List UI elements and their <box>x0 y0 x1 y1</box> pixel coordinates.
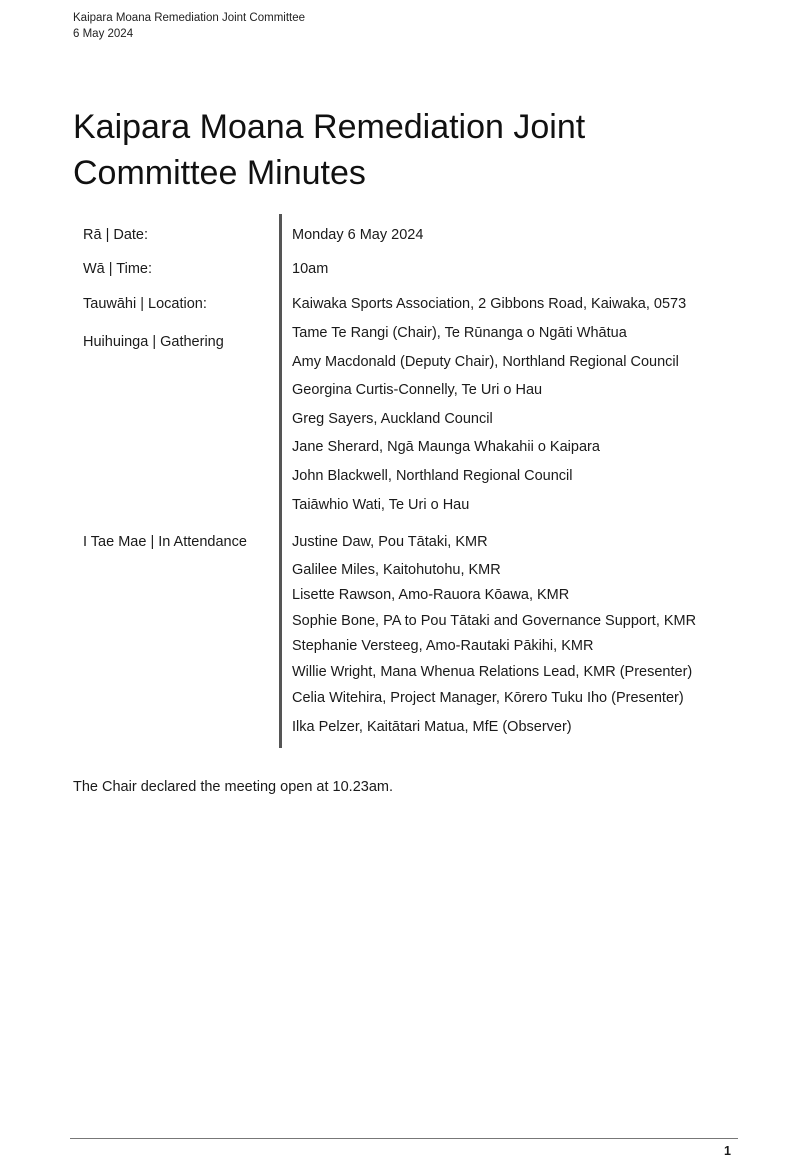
gathering-member: Greg Sayers, Auckland Council <box>292 411 493 427</box>
time-value: 10am <box>292 261 329 277</box>
attendee: Justine Daw, Pou Tātaki, KMR <box>292 534 488 550</box>
opening-statement: The Chair declared the meeting open at 10.23am. <box>73 779 394 795</box>
gathering-member: Taiāwhio Wati, Te Uri o Hau <box>292 497 470 513</box>
date-value: Monday 6 May 2024 <box>292 227 424 243</box>
attendee: Galilee Miles, Kaitohutohu, KMR <box>292 562 501 578</box>
location-value: Kaiwaka Sports Association, 2 Gibbons Road, Kaiwaka, 0573 <box>292 296 687 312</box>
gathering-member: Tame Te Rangi (Chair), Te Rūnanga o Ngāti Whātua <box>292 325 627 341</box>
location-label: Tauwāhi | Location: <box>83 296 207 312</box>
gathering-member: Amy Macdonald (Deputy Chair), Northland Regional Council <box>292 354 679 370</box>
date-label: Rā | Date: <box>83 227 149 243</box>
page-title <box>73 104 693 196</box>
attendee: Celia Witehira, Project Manager, Kōrero Tuku Iho (Presenter) <box>292 690 684 706</box>
gathering-member: Jane Sherard, Ngā Maunga Whakahii o Kaipara <box>292 439 600 455</box>
footer-divider <box>70 1138 738 1139</box>
attendee: Lisette Rawson, Amo-Rauora Kōawa, KMR <box>292 587 570 603</box>
meeting-details-table <box>83 214 743 748</box>
page-number: 1 <box>724 1144 731 1158</box>
time-label: Wā | Time: <box>83 261 153 277</box>
gathering-label: Huihuinga | Gathering <box>83 334 224 350</box>
attendee: Stephanie Versteeg, Amo-Rautaki Pākihi, KMR <box>292 638 594 654</box>
header-committee-name: Kaipara Moana Remediation Joint Committee <box>73 12 306 24</box>
attendee: Willie Wright, Mana Whenua Relations Lead, KMR (Presenter) <box>292 664 693 680</box>
header-date: 6 May 2024 <box>73 28 134 40</box>
attendee: Sophie Bone, PA to Pou Tātaki and Governance Support, KMR <box>292 613 697 629</box>
attendance-label: I Tae Mae | In Attendance <box>83 534 247 550</box>
page-header <box>73 10 305 42</box>
attendee: Ilka Pelzer, Kaitātari Matua, MfE (Observer) <box>292 719 572 735</box>
gathering-member: Georgina Curtis-Connelly, Te Uri o Hau <box>292 382 543 398</box>
gathering-member: John Blackwell, Northland Regional Council <box>292 468 573 484</box>
title-line-2: Committee Minutes <box>73 154 366 192</box>
vertical-divider <box>279 214 282 748</box>
title-line-1: Kaipara Moana Remediation Joint <box>73 108 586 146</box>
